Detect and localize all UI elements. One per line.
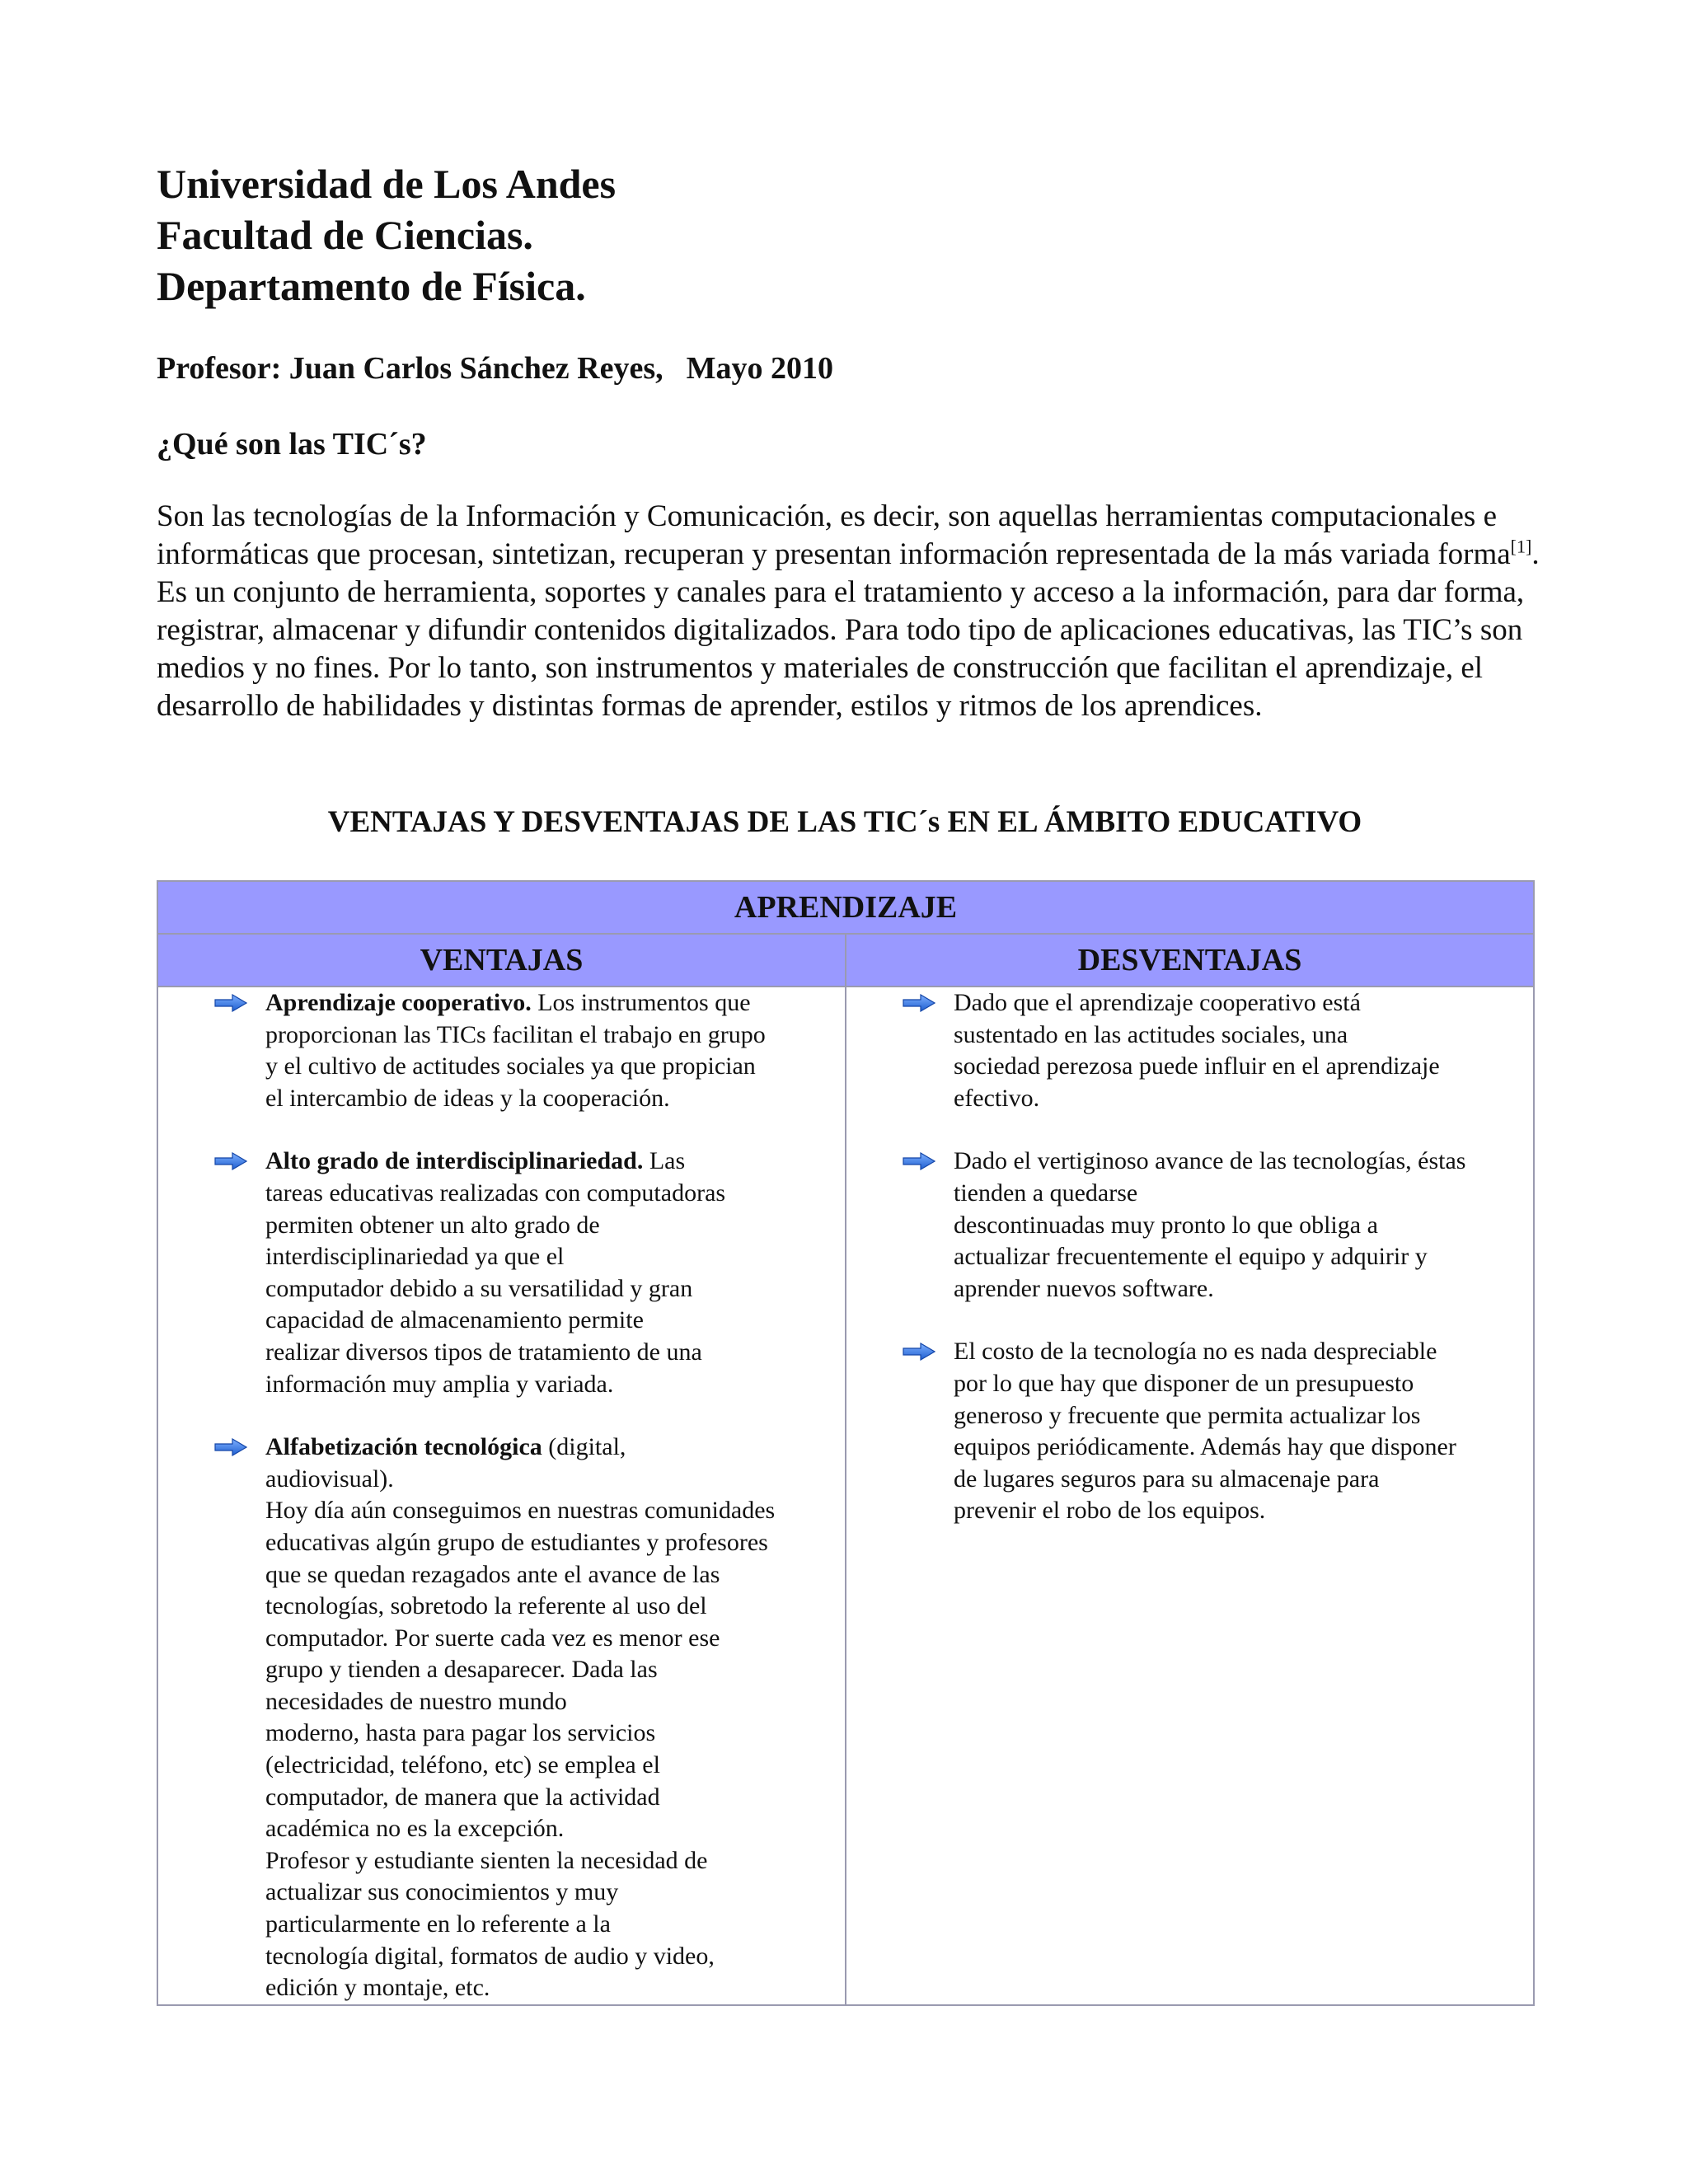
item-line: prevenir el robo de los equipos. — [954, 1497, 1266, 1525]
item-line: tecnologías, sobretodo la referente al uso del — [265, 1592, 707, 1620]
intro-text-before: Son las tecnologías de la Información y Comunicación, es decir, son aquellas herramientas computacionales e informáticas que procesan, sintetizan, recuperan y presentan información representada de la más variada forma — [157, 499, 1511, 571]
faculty-name: Facultad de Ciencias. — [157, 212, 533, 258]
department-name: Departamento de Física. — [157, 263, 586, 309]
item-line: audiovisual). — [265, 1465, 394, 1493]
item-line: interdisciplinariedad ya que el — [265, 1243, 565, 1271]
arrow-bullet-icon — [903, 1343, 935, 1361]
footnote-ref[interactable]: [1] — [1510, 536, 1532, 557]
item-line: computador. Por suerte cada vez es menor ese — [265, 1624, 720, 1652]
intro-paragraph — [157, 498, 1541, 725]
item-line: permiten obtener un alto grado de — [265, 1211, 600, 1239]
ventajas-item — [158, 1146, 845, 1400]
item-line: tareas educativas realizadas con computadoras — [265, 1179, 726, 1207]
item-line — [265, 987, 845, 1019]
item-line — [265, 1146, 845, 1178]
column-header-ventajas: VENTAJAS — [157, 934, 846, 987]
item-line: computador, de manera que la actividad — [265, 1783, 660, 1811]
item-line-text: (digital, — [542, 1433, 626, 1461]
item-line: descontinuadas muy pronto lo que obliga a — [954, 1211, 1378, 1239]
item-line: por lo que hay que disponer de un presupuesto — [954, 1369, 1414, 1397]
item-line: efectivo. — [954, 1084, 1040, 1112]
item-line-text: Los instrumentos que — [531, 989, 751, 1016]
item-line: sustentado en las actitudes sociales, una — [954, 1020, 1348, 1048]
arrow-bullet-icon — [214, 994, 247, 1012]
desventajas-item — [846, 987, 1533, 1114]
item-line: información muy amplia y variada. — [265, 1370, 614, 1398]
item-line: sociedad perezosa puede influir en el aprendizaje — [954, 1052, 1440, 1080]
item-line: actualizar sus conocimientos y muy — [265, 1878, 619, 1906]
section-title: VENTAJAS Y DESVENTAJAS DE LAS TIC´s EN EL ÁMBITO EDUCATIVO — [327, 805, 1362, 839]
item-line: de lugares seguros para su almacenaje para — [954, 1465, 1380, 1493]
arrow-bullet-icon — [903, 1152, 935, 1170]
item-line: el intercambio de ideas y la cooperación. — [265, 1084, 670, 1112]
item-line: generoso y frecuente que permita actualizar los — [954, 1401, 1421, 1429]
item-line: El costo de la tecnología no es nada despreciable — [954, 1338, 1437, 1366]
desventajas-item — [846, 1336, 1533, 1527]
item-line: Profesor y estudiante sienten la necesidad de — [265, 1846, 708, 1874]
item-line: Dado el vertiginoso avance de las tecnologías, éstas — [954, 1147, 1466, 1175]
item-lead-bold: Aprendizaje cooperativo. — [265, 989, 532, 1016]
advantages-table — [157, 880, 1535, 2006]
question-heading: ¿Qué son las TIC´s? — [157, 427, 427, 462]
university-name: Universidad de Los Andes — [157, 161, 617, 207]
item-line: capacidad de almacenamiento permite — [265, 1306, 644, 1334]
item-line: realizar diversos tipos de tratamiento de una — [265, 1338, 702, 1366]
item-line: aprender nuevos software. — [954, 1274, 1214, 1302]
item-line: actualizar frecuentemente el equipo y adquirir y — [954, 1243, 1428, 1271]
item-line — [265, 1432, 845, 1464]
professor-name: Profesor: Juan Carlos Sánchez Reyes, — [157, 351, 663, 386]
arrow-bullet-icon — [903, 994, 935, 1012]
intro-text-after: . Es un conjunto de herramienta, soportes y canales para el tratamiento y acceso a la información, para dar forma, registrar, almacenar y difundir contenidos digitalizados. Para todo tipo de aplicaciones educativas, las TIC’s son medios y no fines. Por lo tanto, son instrumentos y materiales de construcción que facilitan el aprendizaje, el desarrollo de habilidades y distintas formas de aprender, estilos y ritmos de los aprendices. — [157, 537, 1540, 723]
item-line: moderno, hasta para pagar los servicios — [265, 1719, 656, 1747]
professor-line — [157, 349, 833, 387]
ventajas-cell — [157, 987, 846, 2005]
item-line: equipos periódicamente. Además hay que disponer — [954, 1433, 1456, 1461]
desventajas-cell — [846, 987, 1534, 2005]
item-line: educativas algún grupo de estudiantes y profesores — [265, 1528, 768, 1556]
item-lead-bold: Alfabetización tecnológica — [265, 1433, 542, 1461]
item-line: edición y montaje, etc. — [265, 1974, 490, 2002]
item-line: necesidades de nuestro mundo — [265, 1687, 567, 1715]
item-line: computador debido a su versatilidad y gran — [265, 1274, 693, 1302]
item-line-text: Las — [643, 1147, 686, 1175]
item-lead-bold: Alto grado de interdisciplinariedad. — [265, 1147, 644, 1175]
arrow-bullet-icon — [214, 1152, 247, 1170]
column-header-desventajas: DESVENTAJAS — [846, 934, 1534, 987]
item-line: (electricidad, teléfono, etc) se emplea el — [265, 1751, 660, 1779]
item-line: académica no es la excepción. — [265, 1815, 565, 1843]
item-line: grupo y tienden a desaparecer. Dada las — [265, 1656, 658, 1684]
desventajas-item — [846, 1146, 1533, 1305]
item-line: y el cultivo de actitudes sociales ya que propician — [265, 1052, 756, 1080]
item-line: Dado que el aprendizaje cooperativo está — [954, 989, 1361, 1016]
ventajas-list — [158, 987, 845, 2004]
document-date: Mayo 2010 — [686, 351, 833, 386]
ventajas-item — [158, 1432, 845, 2004]
arrow-bullet-icon — [214, 1438, 247, 1456]
desventajas-list — [846, 987, 1533, 1527]
item-line: Hoy día aún conseguimos en nuestras comunidades — [265, 1497, 776, 1525]
item-line: proporcionan las TICs facilitan el trabajo en grupo — [265, 1020, 766, 1048]
table-title: APRENDIZAJE — [157, 881, 1534, 934]
ventajas-item — [158, 987, 845, 1114]
item-line: particularmente en lo referente a la — [265, 1910, 611, 1938]
item-line: que se quedan rezagados ante el avance de las — [265, 1560, 720, 1588]
item-line: tienden a quedarse — [954, 1179, 1138, 1207]
item-line: tecnología digital, formatos de audio y video, — [265, 1942, 715, 1970]
